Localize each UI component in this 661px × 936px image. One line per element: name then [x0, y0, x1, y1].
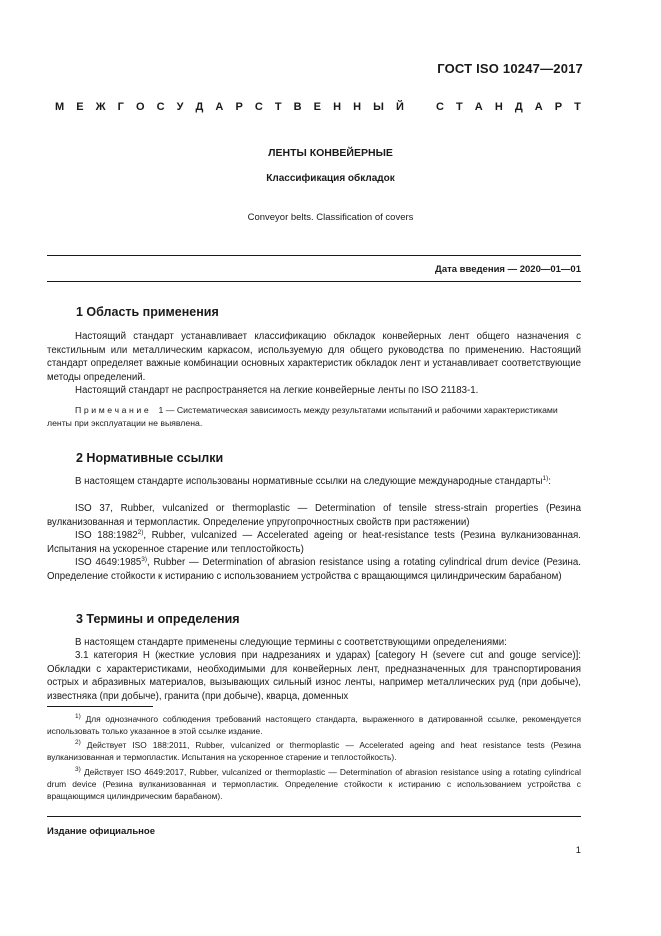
- references-intro-text: В настоящем стандарте использованы нормативные ссылки на следующие международные стандарты: [75, 476, 543, 487]
- footnote-2: [47, 739, 581, 763]
- section-heading-scope: 1 Область применения: [76, 305, 219, 319]
- references-intro-end: :: [548, 476, 551, 487]
- document-title: ЛЕНТЫ КОНВЕЙЕРНЫЕ: [268, 147, 393, 159]
- scope-exclusion-paragraph: Настоящий стандарт не распространяется на легкие конвейерные ленты по ISO 21183-1.: [75, 385, 479, 396]
- heading-letter: Р: [235, 101, 243, 113]
- heading-letter: Т: [274, 101, 282, 113]
- reference-iso-188: [47, 529, 581, 556]
- references-intro: [47, 475, 581, 489]
- reference-iso-4649: [47, 556, 581, 583]
- date-divider: [47, 281, 581, 282]
- reference-iso-188-text: , Rubber, vulcanized — Accelerated ageing or heat-resistance tests (Резина вулканизованная. Испытания на ускоренное старение или теплостойкость): [47, 530, 581, 555]
- footnote-1-text: Для однозначного соблюдения требований настоящего стандарта, выраженного в датированной ссылке, рекомендуется использовать только указанное в этой ссылке издание.: [47, 714, 582, 736]
- footnote-3-text: Действует ISO 4649:2017, Rubber, vulcanized or thermoplastic — Determination of abrasion resistance using a rotating cylindrical drum device (Резина вулканизованная и термопластик. Определение стойкости к истиранию с использованием устройства с вращающимся цилиндрическим барабаном).: [47, 767, 581, 801]
- section-heading-terms: 3 Термины и определения: [76, 612, 240, 626]
- terms-intro: В настоящем стандарте применены следующие термины с соответствующими определениями:: [75, 637, 507, 648]
- footnote-ref-2: 2): [137, 529, 144, 536]
- reference-iso-4649-text: , Rubber — Determination of abrasion resistance using a rotating cylindrical drum device (Резина. Определение стойкости к истиранию с использованием устройства с вращающимся цилиндрическим барабаном): [47, 557, 581, 582]
- footnote-3: [47, 766, 581, 802]
- footnote-3-number: 3): [75, 766, 81, 773]
- heading-letter: В: [293, 101, 302, 113]
- top-divider: [47, 255, 581, 256]
- heading-letter: О: [135, 101, 145, 113]
- document-subtitle: Классификация обкладок: [266, 173, 395, 184]
- scope-paragraph: Настоящий стандарт устанавливает классификацию обкладок конвейерных лент общего назначения с текстильным или металлическим каркасом, используемую для общего руководства по применению. Настоящий стандарт определяет важные комбинации основных характеристик обкладок лент и устанавливает соответствующие методы определений.: [47, 331, 581, 383]
- english-title: Conveyor belts. Classification of covers: [247, 212, 414, 223]
- heading-letter: С: [156, 101, 165, 113]
- heading-letter: Р: [554, 101, 563, 113]
- footnote-2-number: 2): [75, 739, 81, 746]
- heading-letter: М: [55, 101, 65, 113]
- edition-label: Издание официальное: [47, 826, 155, 837]
- footnote-1-number: 1): [75, 713, 81, 720]
- document-code: ГОСТ ISO 10247—2017: [437, 61, 583, 76]
- heading-word-gap: [416, 101, 424, 113]
- term-category-h: 3.1 категория Н (жесткие условия при надрезаниях и ударах) [category H (severe cut and gouge service)]: Обкладки с характеристиками, необходимыми для конвейерных лент, предназначенных для транспортирования острых и абразивных материалов, вызывающих сильный износ ленты, например металлических руд (при добыче), известняка (при добыче), гранита (при добыче), кварца, доменных: [47, 650, 581, 702]
- heading-letter: Т: [574, 101, 581, 113]
- heading-letter: Н: [333, 101, 342, 113]
- heading-letter: А: [215, 101, 224, 113]
- heading-letter: Ы: [373, 101, 384, 113]
- reference-iso-37: ISO 37, Rubber, vulcanized or thermoplastic — Determination of tensile stress-strain properties (Резина вулканизованная и термопластик. Определение упругопрочностных свойств при растяжении): [47, 503, 581, 528]
- footnote-ref-3: 3): [141, 556, 148, 563]
- heading-letter: Д: [195, 101, 204, 113]
- heading-letter: Т: [456, 101, 463, 113]
- heading-letter: А: [474, 101, 483, 113]
- footnote-2-text: Действует ISO 188:2011, Rubber, vulcanized or thermoplastic — Accelerated ageing and heat resistance tests (Резина вулканизованная и термопластик. Испытания на ускоренное старение и теплостойкость).: [47, 740, 581, 762]
- heading-letter: Н: [494, 101, 503, 113]
- heading-letter: Е: [76, 101, 84, 113]
- interstate-standard-heading: [55, 101, 581, 113]
- heading-letter: Н: [353, 101, 362, 113]
- footnote-ref-1: 1): [542, 475, 549, 482]
- heading-letter: Е: [313, 101, 322, 113]
- heading-letter: Д: [514, 101, 523, 113]
- footnote-1: [47, 713, 581, 737]
- heading-letter: С: [435, 101, 444, 113]
- heading-letter: А: [534, 101, 543, 113]
- reference-iso-188-code: ISO 188:1982: [75, 530, 138, 541]
- effective-date: Дата введения — 2020—01—01: [435, 264, 581, 275]
- scope-note: [47, 404, 581, 430]
- reference-iso-4649-code: ISO 4649:1985: [75, 557, 142, 568]
- heading-letter: С: [254, 101, 263, 113]
- page-number: 1: [575, 845, 581, 856]
- heading-letter: У: [176, 101, 184, 113]
- footer-divider: [47, 816, 581, 817]
- heading-letter: Й: [395, 101, 404, 113]
- note-label: Примечание: [75, 405, 152, 415]
- heading-letter: Г: [117, 101, 124, 113]
- note-text: 1 — Систематическая зависимость между результатами испытаний и рабочими характеристиками ленты при эксплуатации не выявлена.: [47, 405, 558, 428]
- footnote-divider: [47, 706, 153, 707]
- heading-letter: Ж: [95, 101, 106, 113]
- section-heading-normative-references: 2 Нормативные ссылки: [76, 451, 224, 465]
